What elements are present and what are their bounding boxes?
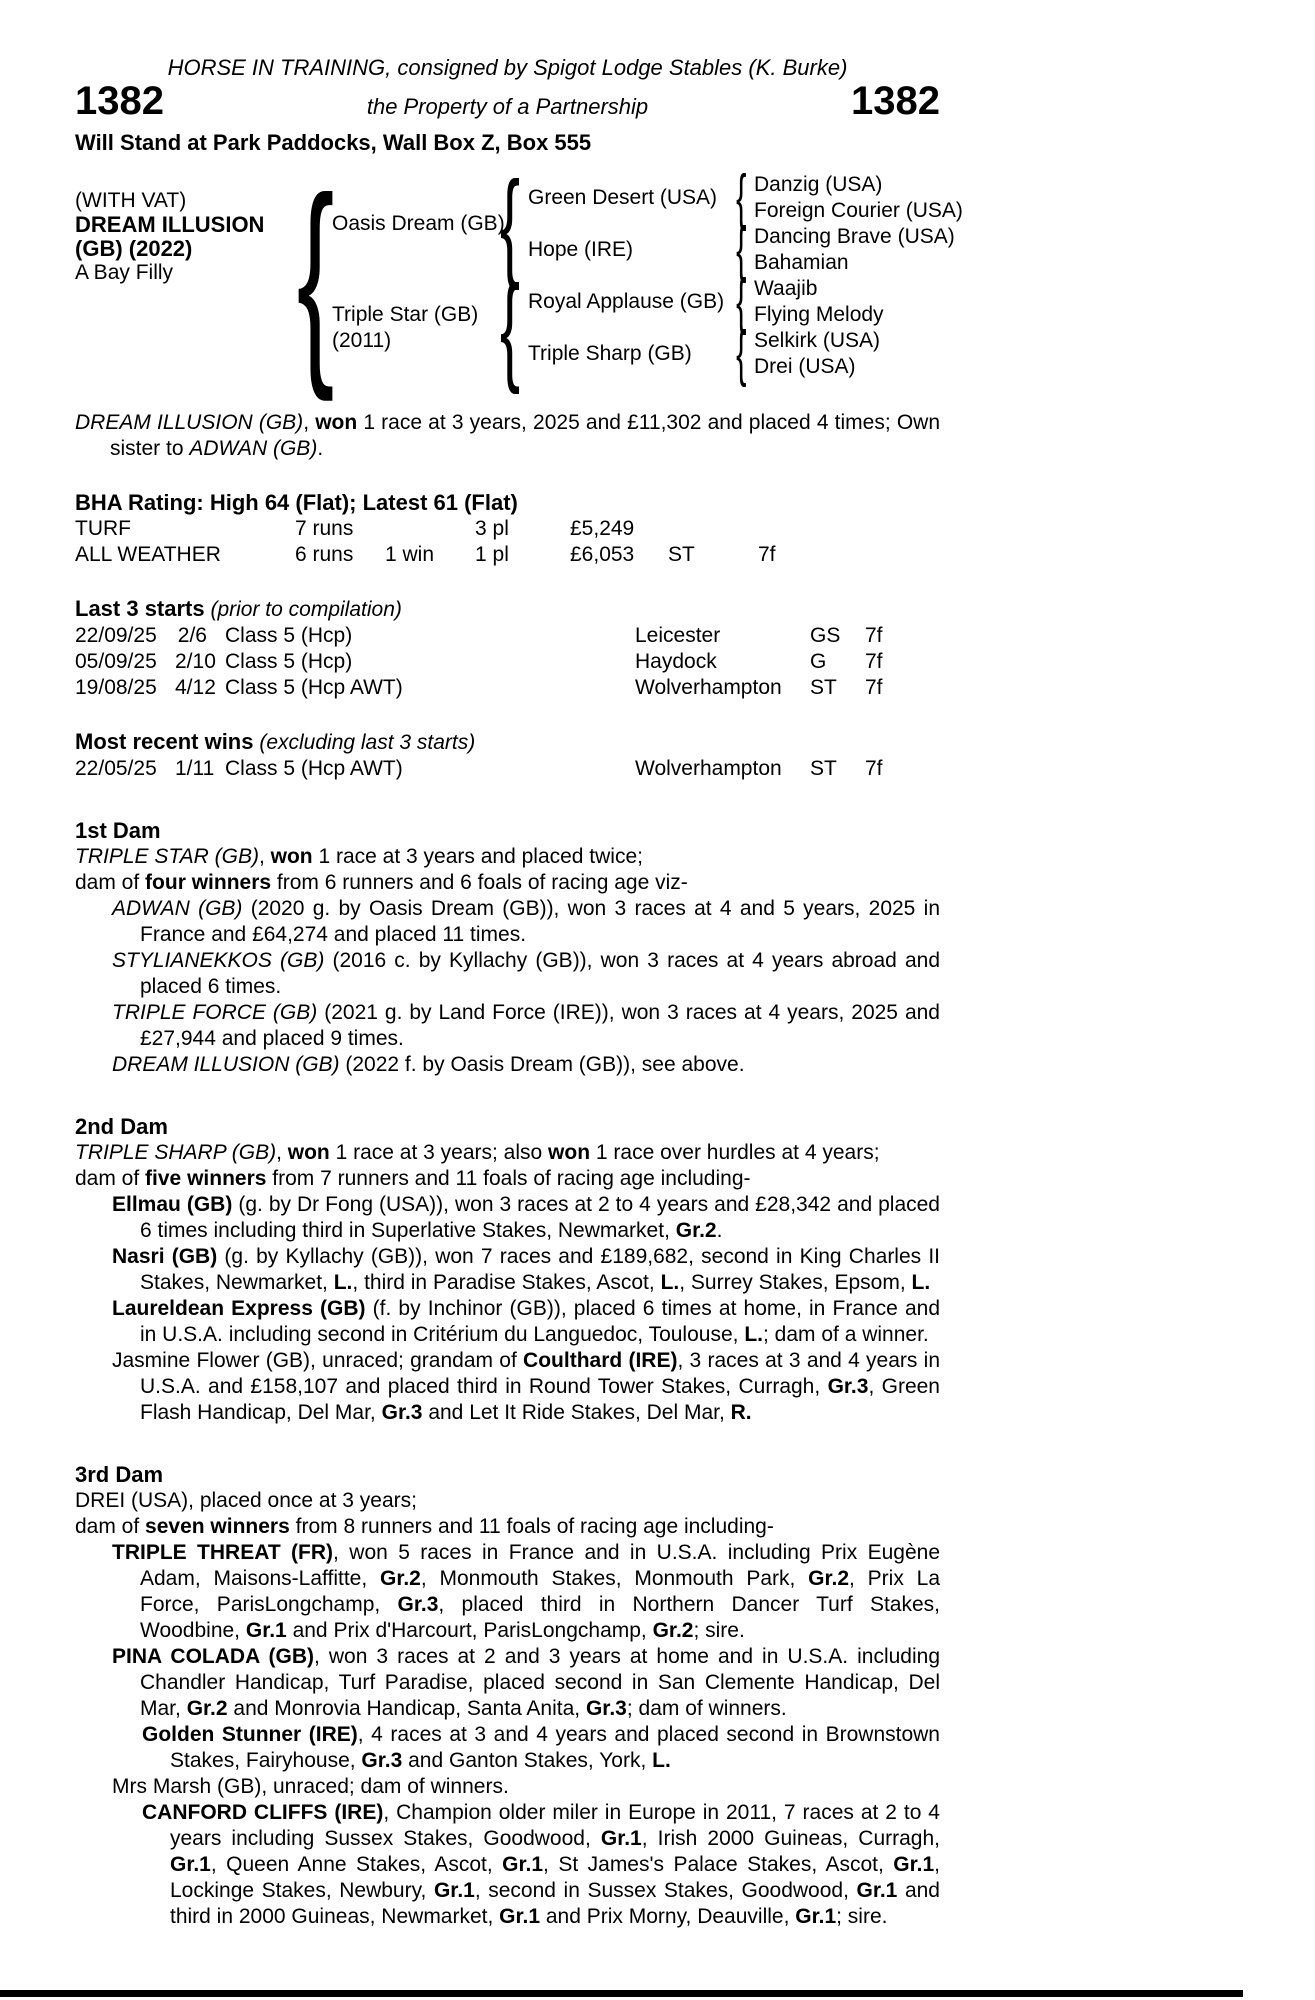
pedigree-gg-brace-3: { [735,267,747,336]
last3-table [75,623,940,701]
dam-intro-line: dam of seven winners from 8 runners and 11 foals of racing age including- [75,1515,774,1538]
progeny-entry: ADWAN (GB) (2020 g. by Oasis Dream (GB)), won 3 races at 4 and 5 years, 2025 in France and £64,274 and placed 11 times. [112,897,940,946]
first-dam-section [75,818,940,1078]
race-distance: 7f [865,650,883,673]
race-row [75,675,940,701]
race-class: Class 5 (Hcp) [225,650,353,673]
record-runs: 6 runs [295,543,354,566]
race-going: GS [810,624,841,647]
horse-name-suffix-year: (GB) (2022) [75,236,193,261]
dam-intro-line: TRIPLE SHARP (GB), won 1 race at 3 years; also won 1 race over hurdles at 4 years; [75,1141,880,1164]
pedigree-ancestor: Drei (USA) [754,355,856,378]
catalogue-page [75,55,963,1930]
progeny-entry: CANFORD CLIFFS (IRE), Champion older miler in Europe in 2011, 7 races at 2 to 4 years including Sussex Stakes, Goodwood, Gr.1, Irish 2000 Guineas, Curragh, Gr.1, Queen Anne Stakes, Ascot, Gr.1, St James's Palace Stakes, Ascot, Gr.1, Lockinge Stakes, Newbury, Gr.1, second in Sussex Stakes, Goodwood, Gr.1 and third in 2000 Guineas, Newmarket, Gr.1 and Prix Morny, Deauville, Gr.1; sire. [142,1801,940,1928]
progeny-entry: Nasri (GB) (g. by Kyllachy (GB)), won 7 races and £189,682, second in King Charles II Stakes, Newmarket, L., third in Paradise Stakes, Ascot, L., Surrey Stakes, Epsom, L. [112,1245,941,1294]
record-runs: 7 runs [295,517,354,540]
property-line: the Property of a Partnership [366,94,649,119]
second-dam-section [75,1114,940,1426]
pedigree-dam-brace: { [499,261,521,395]
recent-wins-table [75,756,940,782]
second-dam-heading: 2nd Dam [75,1114,168,1139]
record-distance: 7f [758,543,776,566]
record-wins: 1 win [385,543,435,566]
race-distance: 7f [865,676,883,699]
progeny-entry: Ellmau (GB) (g. by Dr Fong (USA)), won 3 races at 2 to 4 years and £28,342 and placed 6 times including third in Superlative Stakes, Newmarket, Gr.2. [112,1193,940,1242]
race-course: Haydock [635,650,717,673]
pedigree-gg-brace-4: { [735,319,747,388]
race-date: 22/09/25 [75,624,157,647]
pedigree-sire-sire: Green Desert (USA) [528,186,718,209]
first-dam-heading: 1st Dam [75,818,161,843]
progeny-entry: PINA COLADA (GB), won 3 races at 2 and 3 years at home and in U.S.A. including Chandler Handicap, Turf Paradise, placed second in San Clemente Handicap, Del Mar, Gr.2 and Monrovia Handicap, Santa Anita, Gr.3; dam of winners. [112,1645,940,1720]
lot-number-right: 1382 [851,79,940,123]
record-going: ST [668,543,695,566]
lot-number-left: 1382 [75,79,164,123]
record-places: 1 pl [475,543,509,566]
dam-intro-line: DREI (USA), placed once at 3 years; [75,1489,417,1512]
horse-name: DREAM ILLUSION [75,212,265,237]
record-earnings: £6,053 [570,543,635,566]
page-bottom-rule [0,1990,1243,1997]
race-distance: 7f [865,624,883,647]
pedigree-table [75,150,963,402]
pedigree-sire-brace: { [499,157,521,291]
record-earnings: £5,249 [570,517,635,540]
race-date: 05/09/25 [75,650,157,673]
record-surface: TURF [75,517,131,540]
record-row [75,542,940,568]
progeny-entry: TRIPLE FORCE (GB) (2021 g. by Land Force (IRE)), won 3 races at 4 years, 2025 and £27,944 and placed 9 times. [112,1001,940,1050]
progeny-entry: Golden Stunner (IRE), 4 races at 3 and 4 years and placed second in Brownstown Stakes, Fairyhouse, Gr.3 and Ganton Stakes, York, L. [142,1723,940,1772]
race-position: 1/11 [175,757,215,780]
third-dam-section [75,1462,940,1930]
pedigree-ancestor: Dancing Brave (USA) [754,225,955,248]
bha-rating-heading: BHA Rating: High 64 (Flat); Latest 61 (Flat) [75,490,518,515]
horse-info-block [75,189,300,285]
record-row [75,516,940,542]
record-wins [385,516,475,542]
race-row [75,649,940,675]
consignor-line: HORSE IN TRAINING, consigned by Spigot Lodge Stables (K. Burke) [167,55,848,80]
race-record-summary: DREAM ILLUSION (GB), won 1 race at 3 years, 2025 and £11,302 and placed 4 times; Own sister to ADWAN (GB). [75,411,940,460]
pedigree-ancestor: Selkirk (USA) [754,329,881,352]
record-places: 3 pl [475,517,509,540]
race-course: Wolverhampton [635,757,782,780]
pedigree-gg-brace-1: { [735,163,747,232]
race-distance: 7f [865,757,883,780]
pedigree-sire: Oasis Dream (GB) [332,212,505,235]
pedigree-dam-dam: Triple Sharp (GB) [528,342,692,365]
race-position: 4/12 [175,676,216,699]
dam-intro-line: TRIPLE STAR (GB), won 1 race at 3 years and placed twice; [75,845,643,868]
stand-location-line: Will Stand at Park Paddocks, Wall Box Z, Box 555 [75,130,592,155]
pedigree-dam-name: Triple Star (GB) [332,303,479,326]
progeny-entry: Mrs Marsh (GB), unraced; dam of winners. [112,1775,509,1798]
race-date: 19/08/25 [75,676,157,699]
pedigree-dam-year: (2011) [332,329,392,352]
record-surface: ALL WEATHER [75,543,221,566]
horse-description: A Bay Filly [75,261,174,284]
vat-note: (WITH VAT) [75,189,187,212]
race-position: 2/6 [177,624,207,647]
race-row [75,623,940,649]
progeny-entry: STYLIANEKKOS (GB) (2016 c. by Kyllachy (GB)), won 3 races at 4 years abroad and placed 6 times. [112,949,940,998]
progeny-entry: Laureldean Express (GB) (f. by Inchinor (GB)), placed 6 times at home, in France and in U.S.A. including second in Critérium du Languedoc, Toulouse, L.; dam of a winner. [112,1297,941,1346]
last3-heading: Last 3 starts (prior to compilation) [75,596,402,621]
race-class: Class 5 (Hcp AWT) [225,676,403,699]
race-class: Class 5 (Hcp AWT) [225,757,403,780]
pedigree-ancestor: Bahamian [754,251,849,274]
bha-rating-section [75,490,940,568]
dam-intro-line: dam of four winners from 6 runners and 6 foals of racing age viz- [75,871,688,894]
pedigree-ancestor: Flying Melody [754,303,884,326]
race-row [75,756,940,782]
race-date: 22/05/25 [75,757,157,780]
pedigree-sire-dam: Hope (IRE) [528,238,634,261]
pedigree-root-brace: { [297,150,335,402]
race-going: ST [810,757,837,780]
progeny-entry: TRIPLE THREAT (FR), won 5 races in France and in U.S.A. including Prix Eugène Adam, Maisons-Laffitte, Gr.2, Monmouth Stakes, Monmouth Park, Gr.2, Prix La Force, ParisLongchamp, Gr.3, placed third in Northern Dancer Turf Stakes, Woodbine, Gr.1 and Prix d'Harcourt, ParisLongchamp, Gr.2; sire. [112,1541,940,1642]
race-class: Class 5 (Hcp) [225,624,353,647]
pedigree-dam [332,302,492,354]
dam-intro-line: dam of five winners from 7 runners and 11 foals of racing age including- [75,1167,751,1190]
third-dam-heading: 3rd Dam [75,1462,164,1487]
pedigree-ancestor: Foreign Courier (USA) [754,199,963,222]
race-going: G [810,650,827,673]
progeny-entry: Jasmine Flower (GB), unraced; grandam of Coulthard (IRE), 3 races at 3 and 4 years in U.S.A. and £158,107 and placed third in Round Tower Stakes, Curragh, Gr.3, Green Flash Handicap, Del Mar, Gr.3 and Let It Ride Stakes, Del Mar, R. [112,1349,941,1424]
recent-wins-heading: Most recent wins (excluding last 3 starts) [75,729,476,754]
pedigree-gg-brace-2: { [735,215,747,284]
race-going: ST [810,676,837,699]
race-course: Wolverhampton [635,676,782,699]
pedigree-ancestor: Danzig (USA) [754,173,883,196]
pedigree-ancestor: Waajib [754,277,818,300]
pedigree-dam-sire: Royal Applause (GB) [528,290,725,313]
lot-row [75,81,940,121]
progeny-entry: DREAM ILLUSION (GB) (2022 f. by Oasis Dream (GB)), see above. [112,1053,745,1076]
record-going [668,516,758,542]
race-course: Leicester [635,624,721,647]
record-distance [758,516,940,542]
race-position: 2/10 [175,650,216,673]
